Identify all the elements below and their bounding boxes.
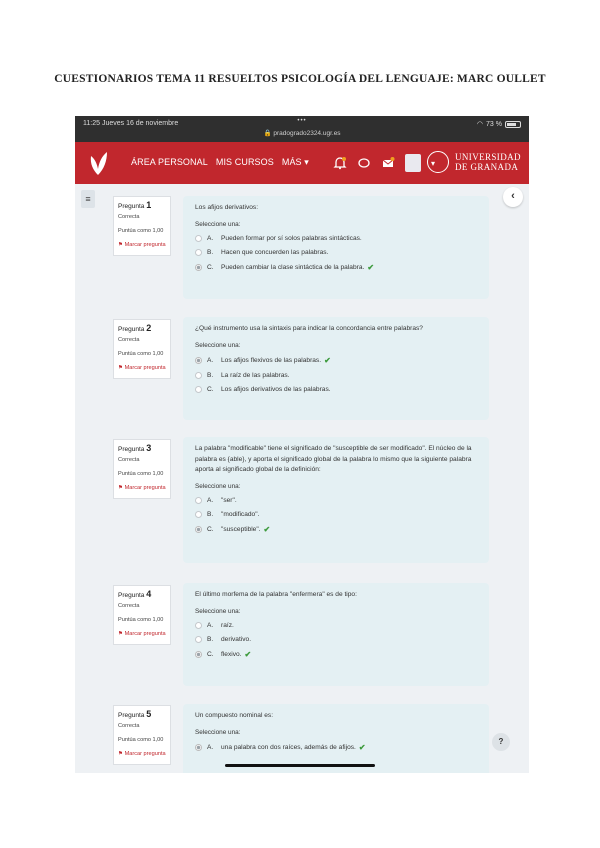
mail-icon[interactable] <box>381 156 395 170</box>
question-prompt: Seleccione una: <box>195 607 241 615</box>
avatar[interactable] <box>405 154 421 172</box>
question-status: Correcta <box>118 457 140 463</box>
question-box-2 <box>183 317 489 420</box>
radio-button[interactable] <box>195 511 202 518</box>
question-text: Un compuesto nominal es: <box>195 712 274 719</box>
flag-icon: ⚑ <box>118 631 125 637</box>
radio-button-selected[interactable] <box>195 651 202 658</box>
nav-icons <box>333 154 435 172</box>
flag-question-link[interactable]: ⚑ Marcar pregunta <box>118 365 166 371</box>
battery-icon <box>505 121 521 128</box>
radio-button[interactable] <box>195 235 202 242</box>
answer-option[interactable]: B. derivativo. <box>195 636 479 643</box>
question-info-5 <box>113 705 171 765</box>
flag-icon: ⚑ <box>118 365 125 371</box>
question-prompt: Seleccione una: <box>195 341 241 349</box>
radio-button-selected[interactable] <box>195 744 202 751</box>
question-status: Correcta <box>118 603 140 609</box>
question-number: Pregunta 4 <box>118 589 152 599</box>
hamburger-icon: ≡ <box>85 194 91 204</box>
correct-check-icon: ✔ <box>367 262 375 272</box>
site-navbar <box>75 142 529 184</box>
radio-button[interactable] <box>195 497 202 504</box>
question-text: Los afijos derivativos: <box>195 204 259 211</box>
drawer-toggle-button[interactable] <box>81 190 95 208</box>
radio-button-selected[interactable] <box>195 526 202 533</box>
question-info-4 <box>113 585 171 645</box>
radio-button-selected[interactable] <box>195 264 202 271</box>
menu-mas[interactable]: MÁS ▾ <box>281 157 309 167</box>
question-prompt: Seleccione una: <box>195 220 241 228</box>
battery-fill <box>507 123 516 126</box>
question-box-1 <box>183 196 489 299</box>
answer-option[interactable]: A. "ser". <box>195 497 479 504</box>
question-info-2 <box>113 319 171 379</box>
bell-icon[interactable] <box>333 156 347 170</box>
menu-area-personal[interactable]: ÁREA PERSONAL <box>131 157 208 167</box>
status-time: 11:25 Jueves 16 de noviembre <box>83 120 179 127</box>
answer-option[interactable]: B. Hacen que concuerden las palabras. <box>195 249 479 256</box>
question-points: Puntúa como 1,00 <box>118 737 164 743</box>
question-number: Pregunta 2 <box>118 323 152 333</box>
question-box-3 <box>183 437 489 563</box>
radio-button-selected[interactable] <box>195 357 202 364</box>
university-seal-icon <box>427 151 449 173</box>
question-points: Puntúa como 1,00 <box>118 351 164 357</box>
status-dots: ••• <box>297 118 307 124</box>
question-points: Puntúa como 1,00 <box>118 228 164 234</box>
ios-status-bar <box>75 116 529 142</box>
question-box-5 <box>183 704 489 773</box>
answer-option[interactable]: A. raíz. <box>195 622 479 629</box>
correct-check-icon: ✔ <box>358 742 366 752</box>
question-status: Correcta <box>118 214 140 220</box>
university-name-line2: DE GRANADA <box>455 162 519 172</box>
embedded-screenshot <box>75 116 529 773</box>
question-text: ¿Qué instrumento usa la sintaxis para indicar la concordancia entre palabras? <box>195 325 423 332</box>
battery-percent: 73 % <box>486 120 502 128</box>
flag-question-link[interactable]: ⚑ Marcar pregunta <box>118 751 166 757</box>
question-text: El último morfema de la palabra "enfermera" es de tipo: <box>195 591 357 598</box>
main-menu <box>131 157 309 168</box>
radio-button[interactable] <box>195 372 202 379</box>
answer-option[interactable]: C. Los afijos derivativos de las palabras. <box>195 386 479 393</box>
flag-icon: ⚑ <box>118 751 125 757</box>
correct-check-icon: ✔ <box>244 649 252 659</box>
document-title: CUESTIONARIOS TEMA 11 RESUELTOS PSICOLOGÍA DEL LENGUAJE: MARC OULLET <box>54 73 546 85</box>
flag-question-link[interactable]: ⚑ Marcar pregunta <box>118 631 166 637</box>
question-info-3 <box>113 439 171 499</box>
question-status: Correcta <box>118 337 140 343</box>
university-name <box>455 152 521 172</box>
chevron-left-icon: ‹ <box>511 190 515 202</box>
question-status: Correcta <box>118 723 140 729</box>
question-info-1 <box>113 196 171 256</box>
correct-check-icon: ✔ <box>324 355 331 365</box>
flag-question-link[interactable]: ⚑ Marcar pregunta <box>118 485 166 491</box>
question-prompt: Seleccione una: <box>195 482 241 490</box>
wifi-icon: ◠ <box>476 121 484 128</box>
question-points: Puntúa como 1,00 <box>118 471 164 477</box>
chevron-down-icon[interactable]: ▾ <box>431 158 436 168</box>
radio-button[interactable] <box>195 386 202 393</box>
prado-logo-icon[interactable] <box>87 150 109 176</box>
answer-option[interactable]: A. Los afijos flexivos de las palabras. ✔ <box>195 356 479 365</box>
answer-option[interactable]: A. Pueden formar por sí solos palabras sintácticas. <box>195 235 479 242</box>
radio-button[interactable] <box>195 636 202 643</box>
collapse-chevron-button[interactable] <box>503 187 523 207</box>
university-name-line1: UNIVERSIDAD <box>455 152 521 162</box>
answer-option[interactable]: C. flexivo. ✔ <box>195 650 479 659</box>
battery-indicator <box>477 120 521 128</box>
home-indicator <box>225 764 375 767</box>
question-number: Pregunta 3 <box>118 443 152 453</box>
help-button[interactable]: ? <box>492 733 510 751</box>
question-points: Puntúa como 1,00 <box>118 617 164 623</box>
answer-option[interactable]: C. Pueden cambiar la clase sintáctica de la palabra. ✔ <box>195 263 479 272</box>
answer-option[interactable]: A. una palabra con dos raíces, además de afijos. ✔ <box>195 743 479 752</box>
radio-button[interactable] <box>195 249 202 256</box>
correct-check-icon: ✔ <box>263 524 271 534</box>
question-text: La palabra "modificable" tiene el significado de "susceptible de ser modificado". El núcleo de la palabra es {able}, y aporta el significado global de la palabra lo mismo que la siguiente palabra aporta al significado global de la definición: <box>195 445 472 473</box>
question-box-4 <box>183 583 489 686</box>
flag-icon: ⚑ <box>118 242 125 248</box>
flag-icon: ⚑ <box>118 485 125 491</box>
address-bar-url[interactable]: 🔒 pradogrado2324.ugr.es <box>263 130 341 137</box>
menu-mis-cursos[interactable]: MIS CURSOS <box>215 157 274 167</box>
answer-option[interactable]: C. "susceptible". ✔ <box>195 525 479 534</box>
question-prompt: Seleccione una: <box>195 728 241 736</box>
answer-option[interactable]: B. "modificado". <box>195 511 479 518</box>
question-number: Pregunta 5 <box>118 709 152 719</box>
radio-button[interactable] <box>195 622 202 629</box>
question-number: Pregunta 1 <box>118 200 152 210</box>
flag-question-link[interactable]: ⚑ Marcar pregunta <box>118 242 166 248</box>
answer-option[interactable]: B. La raíz de las palabras. <box>195 372 479 379</box>
chat-icon[interactable] <box>357 156 371 170</box>
